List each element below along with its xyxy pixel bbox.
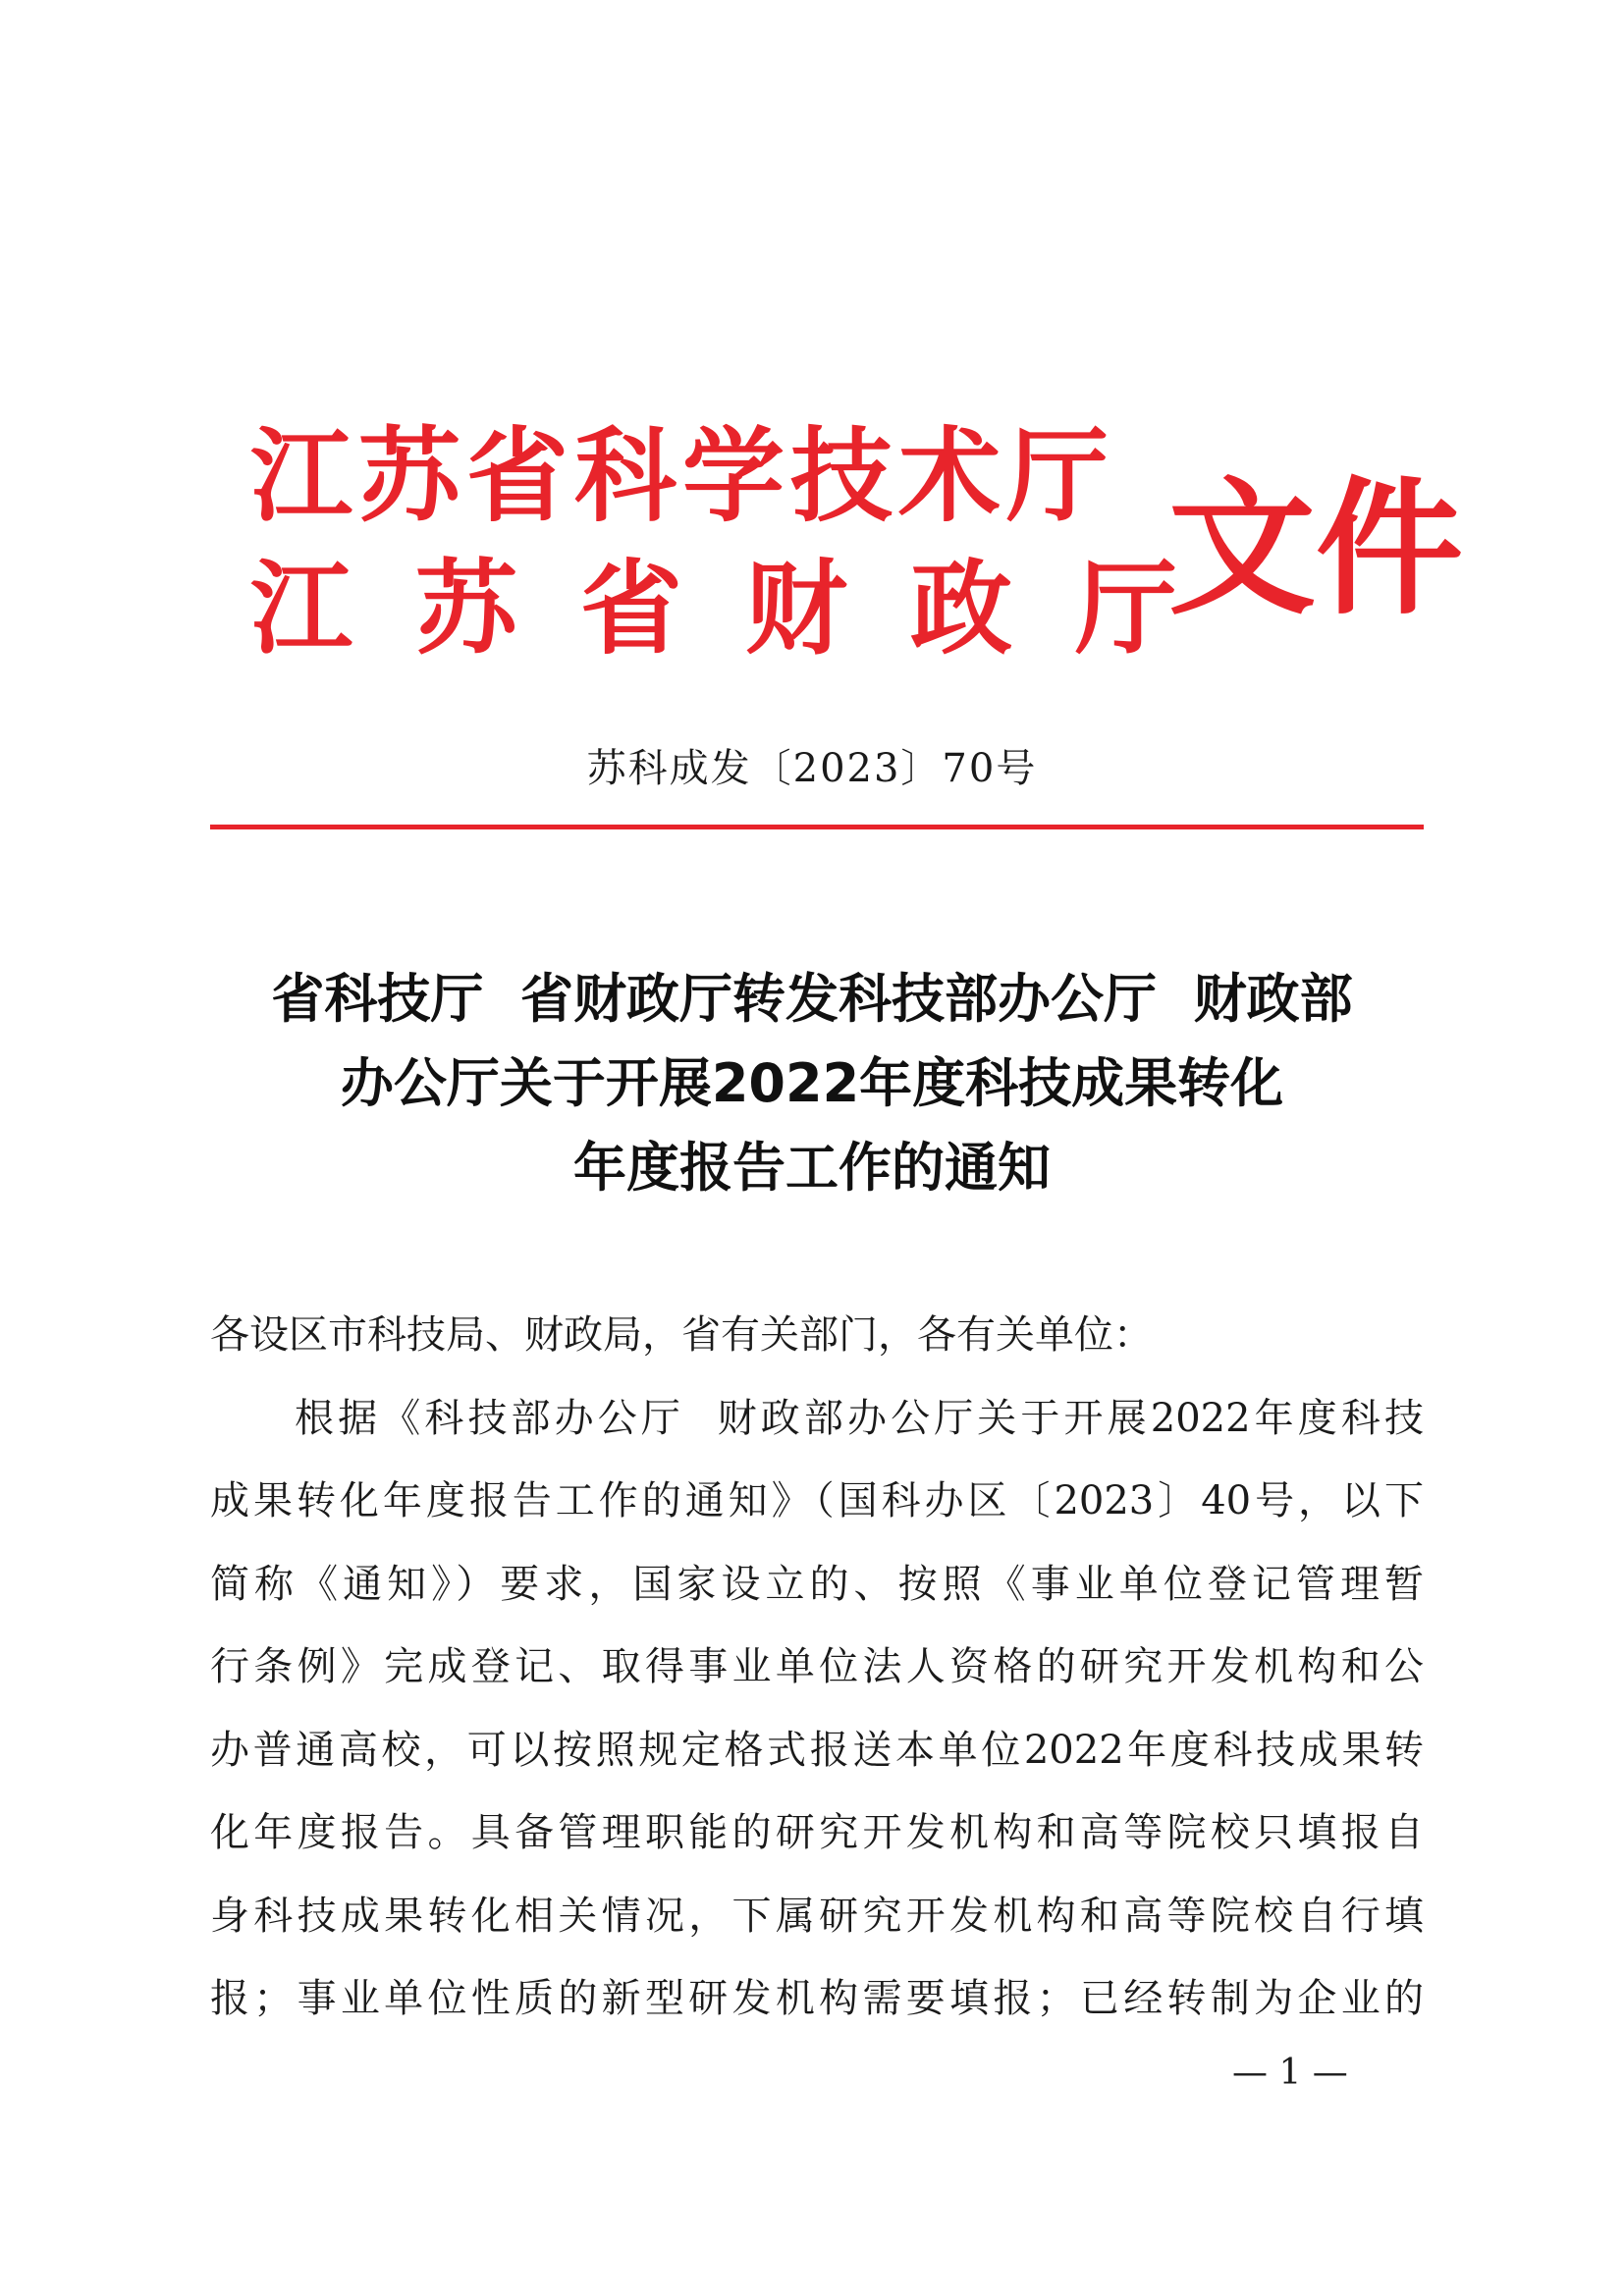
document-body bbox=[210, 1294, 1424, 2041]
issuer-line-science-department: 江苏省科学技术厅 bbox=[250, 416, 1115, 536]
title-line: 年度报告工作的通知 bbox=[573, 1137, 1051, 1199]
issuer-char: 省 bbox=[580, 549, 683, 668]
page-number: — 1 — bbox=[1232, 2053, 1348, 2093]
issuer-line-finance-department bbox=[250, 550, 1183, 667]
body-line: 行条例》完成登记、取得事业单位法人资格的研究开发机构和公 bbox=[210, 1644, 1424, 1689]
body-line: 化年度报告。具备管理职能的研究开发机构和高等院校只填报自 bbox=[210, 1810, 1424, 1855]
body-line: 身科技成果转化相关情况，下属研究开发机构和高等院校自行填 bbox=[210, 1893, 1424, 1939]
document-number: 苏科成发〔2023〕70号 bbox=[586, 746, 1038, 791]
body-line: 根据《科技部办公厅 财政部办公厅关于开展2022年度科技 bbox=[295, 1395, 1424, 1441]
document-header bbox=[250, 416, 1464, 692]
salutation: 各设区市科技局、财政局，省有关部门，各有关单位： bbox=[210, 1312, 1153, 1358]
body-line: 办普通高校，可以按照规定格式报送本单位2022年度科技成果转 bbox=[210, 1727, 1424, 1773]
body-line: 成果转化年度报告工作的通知》（国科办区〔2023〕40号，以下 bbox=[210, 1478, 1424, 1523]
header-divider bbox=[210, 825, 1424, 829]
body-line: 报；事业单位性质的新型研发机构需要填报；已经转制为企业的 bbox=[210, 1976, 1424, 2021]
document-title bbox=[0, 957, 1624, 1210]
body-line: 简称《通知》）要求，国家设立的、按照《事业单位登记管理暂 bbox=[210, 1561, 1424, 1607]
issuer-char: 厅 bbox=[1075, 549, 1178, 668]
issuer-char: 苏 bbox=[415, 549, 518, 668]
title-line: 办公厅关于开展2022年度科技成果转化 bbox=[340, 1052, 1284, 1114]
issuer-char: 财 bbox=[745, 549, 848, 668]
issuer-char: 政 bbox=[910, 549, 1013, 668]
title-line: 省科技厅 省财政厅转发科技部办公厅 财政部 bbox=[271, 968, 1353, 1030]
issuer-char: 江 bbox=[250, 549, 353, 668]
document-type-label: 文件 bbox=[1168, 464, 1464, 635]
